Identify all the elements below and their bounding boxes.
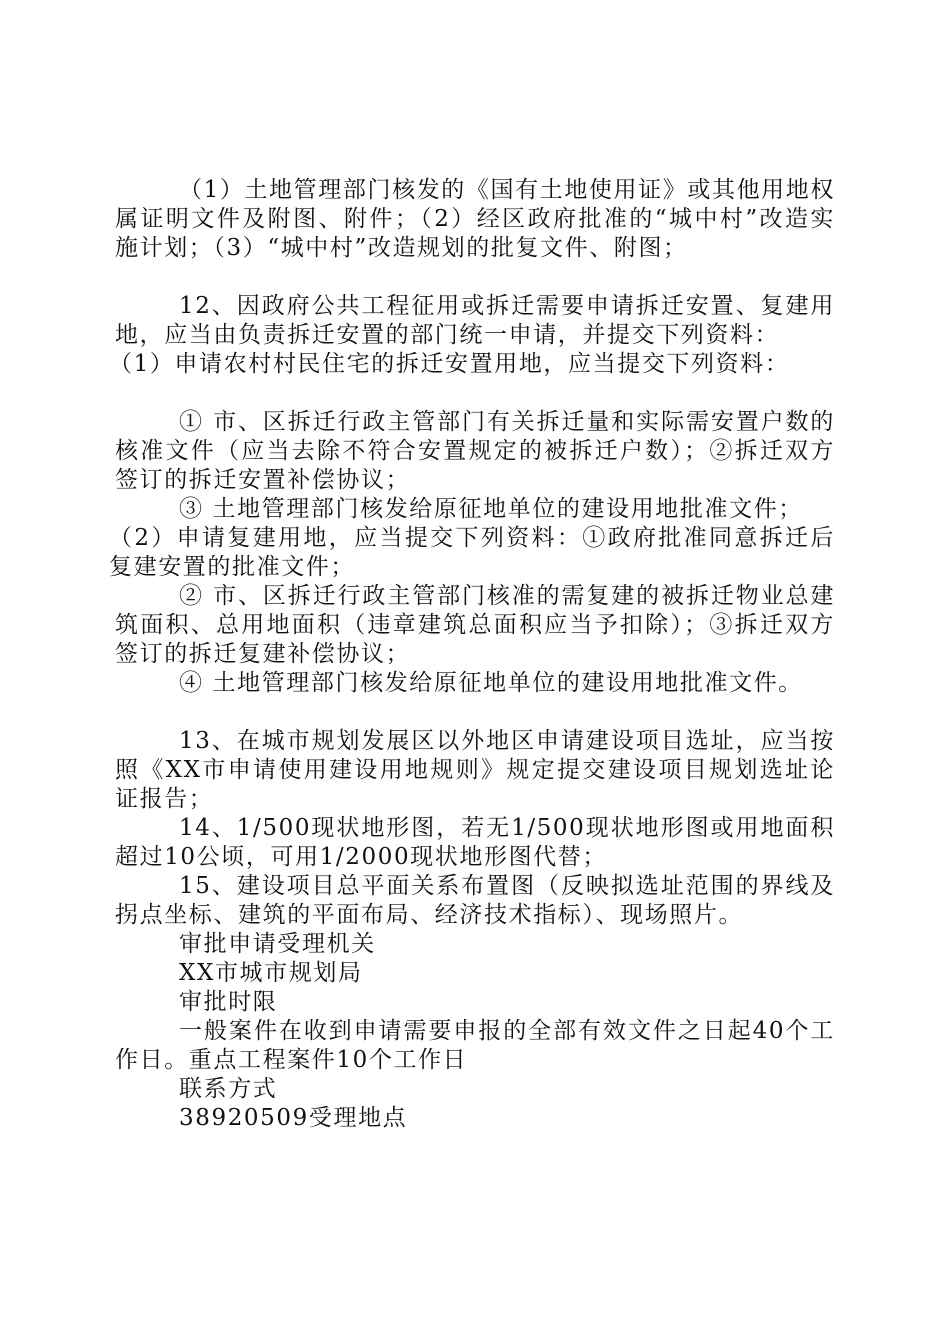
paragraph-gap	[115, 698, 835, 727]
paragraph-item-13: 13、在城市规划发展区以外地区申请建设项目选址，应当按照《XX市申请使用建设用地规则》规定提交建设项目规划选址论证报告；	[115, 728, 835, 812]
paragraph-gap	[115, 379, 835, 408]
paragraph-item-14: 14、1/500现状地形图，若无1/500现状地形图或用地面积超过10公顷，可用1/2000现状地形图代替；	[115, 815, 835, 870]
paragraph-circled-3: ③ 土地管理部门核发给原征地单位的建设用地批准文件；	[179, 496, 803, 522]
approval-time-limit-text: 一般案件在收到申请需要申报的全部有效文件之日起40个工作日。重点工程案件10个工作日	[115, 1018, 835, 1073]
paragraph-land-certificates: （1）土地管理部门核发的《国有土地使用证》或其他用地权属证明文件及附图、附件；（2）经区政府批准的“城中村”改造实施计划；（3）“城中村”改造规划的批复文件、附图；	[115, 177, 835, 261]
paragraph-circled-2: ② 市、区拆迁行政主管部门核准的需复建的被拆迁物业总建筑面积、总用地面积（违章建筑总面积应当予扣除）；③拆迁双方签订的拆迁复建补偿协议；	[115, 583, 835, 667]
paragraph-sub-2: （2）申请复建用地，应当提交下列资料：①政府批准同意拆迁后复建安置的批准文件；	[109, 525, 835, 580]
paragraph-gap	[115, 263, 835, 292]
document-body	[109, 176, 835, 1133]
paragraph-circled-4: ④ 土地管理部门核发给原征地单位的建设用地批准文件。	[179, 670, 803, 696]
heading-approval-authority: 审批申请受理机关	[179, 931, 376, 957]
paragraph-circled-1: ① 市、区拆迁行政主管部门有关拆迁量和实际需安置户数的核准文件（应当去除不符合安置规定的被拆迁户数）；②拆迁双方签订的拆迁安置补偿协议；	[115, 409, 835, 493]
contact-phone-and-location: 38920509受理地点	[179, 1105, 408, 1131]
paragraph-item-15: 15、建设项目总平面关系布置图（反映拟选址范围的界线及拐点坐标、建筑的平面布局、经济技术指标）、现场照片。	[115, 873, 835, 928]
paragraph-item-12: 12、因政府公共工程征用或拆迁需要申请拆迁安置、复建用地，应当由负责拆迁安置的部门统一申请，并提交下列资料：	[115, 293, 835, 348]
heading-approval-time-limit: 审批时限	[179, 989, 278, 1015]
heading-contact: 联系方式	[179, 1076, 278, 1102]
paragraph-sub-1: （1）申请农村村民住宅的拆迁安置用地，应当提交下列资料：	[109, 351, 790, 377]
approval-authority-name: XX市城市规划局	[179, 960, 363, 986]
